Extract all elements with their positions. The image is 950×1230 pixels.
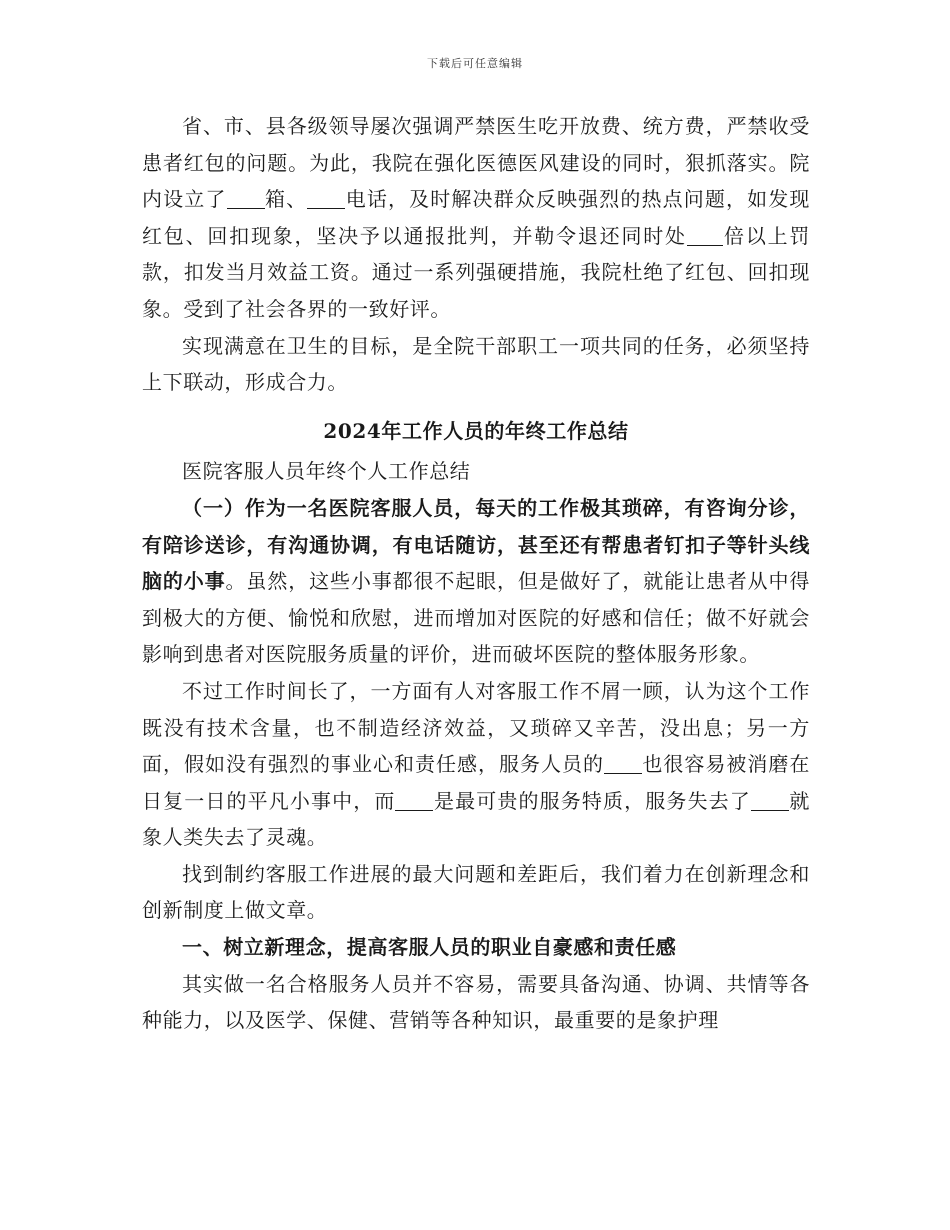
blank-underline [395, 790, 433, 811]
blank-underline [705, 225, 723, 246]
page-header: 下载后可任意编辑 [427, 57, 523, 70]
paragraph-qualifications: 其实做一名合格服务人员并不容易，需要具备沟通、协调、共情等各种能力，以及医学、保健、营销等各种知识，最重要的是象护理 [142, 971, 810, 1033]
paragraph-innovation: 找到制约客服工作进展的最大问题和差距后，我们着力在创新理念和创新制度上做文章。 [142, 861, 810, 923]
document-body [142, 108, 810, 1039]
bold-lead-text: （一）作为一名医院客服人员，每天的工作极其琐碎，有咨询分诊，有陪诊送诊，有沟通协调，有电话随访，甚至还有帮患者钉扣子等针头线脑的小事 [142, 495, 810, 594]
section-heading: 一、树立新理念，提高客服人员的职业自豪感和责任感 [182, 935, 677, 960]
blank-underline [307, 188, 345, 209]
paragraph-text: 是最可贵的服务特质，服务失去了 [433, 788, 751, 813]
paragraph-red-envelope [142, 108, 810, 328]
paragraph-text: 就象人类失去了灵魂。 [142, 788, 810, 850]
paragraph-attitude [142, 673, 810, 856]
blank-underline [687, 225, 705, 246]
paragraph-text: 也很容易被消磨在日复一日的平凡小事中，而 [142, 752, 810, 813]
blank-underline [227, 188, 265, 209]
document-subtitle: 医院客服人员年终个人工作总结 [182, 459, 471, 484]
blank-underline [604, 753, 642, 774]
paragraph-service-duties [142, 490, 810, 673]
paragraph-text: 不过工作时间长了，一方面有人对客服工作不屑一顾，认为这个工作既没有技术含量，也不制造经济效益，又琐碎又辛苦，没出息；另一方面，假如没有强烈的事业心和责任感，服务人员的 [142, 678, 810, 777]
paragraph-goal: 实现满意在卫生的目标，是全院干部职工一项共同的任务，必须坚持上下联动，形成合力。 [142, 333, 810, 395]
paragraph-text: 箱、 [264, 187, 308, 212]
paragraph-text: 倍以上罚款，扣发当月效益工资。通过一系列强硬措施，我院杜绝了红包、回扣现象。受到了社会各界的一致好评。 [142, 223, 810, 321]
paragraph-text: 省、市、县各级领导屡次强调严禁医生吃开放费、统方费，严禁收受患者红包的问题。为此，我院在强化医德医风建设的同时，狠抓落实。院内设立了 [142, 114, 810, 212]
document-title: 2024年工作人员的年终工作总结 [323, 418, 629, 443]
paragraph-text: 电话，及时解决群众反映强烈的热点问题，如发现红包、回扣现象，坚决予以通报批判，并勒令退还同时处 [142, 187, 811, 248]
paragraph-text: 。虽然，这些小事都很不起眼，但是做好了，就能让患者从中得到极大的方便、愉悦和欣慰，进而增加对医院的好感和信任；做不好就会影响到患者对医院服务质量的评价，进而破坏医院的整体服务形象。 [142, 569, 810, 667]
blank-underline [751, 790, 789, 811]
